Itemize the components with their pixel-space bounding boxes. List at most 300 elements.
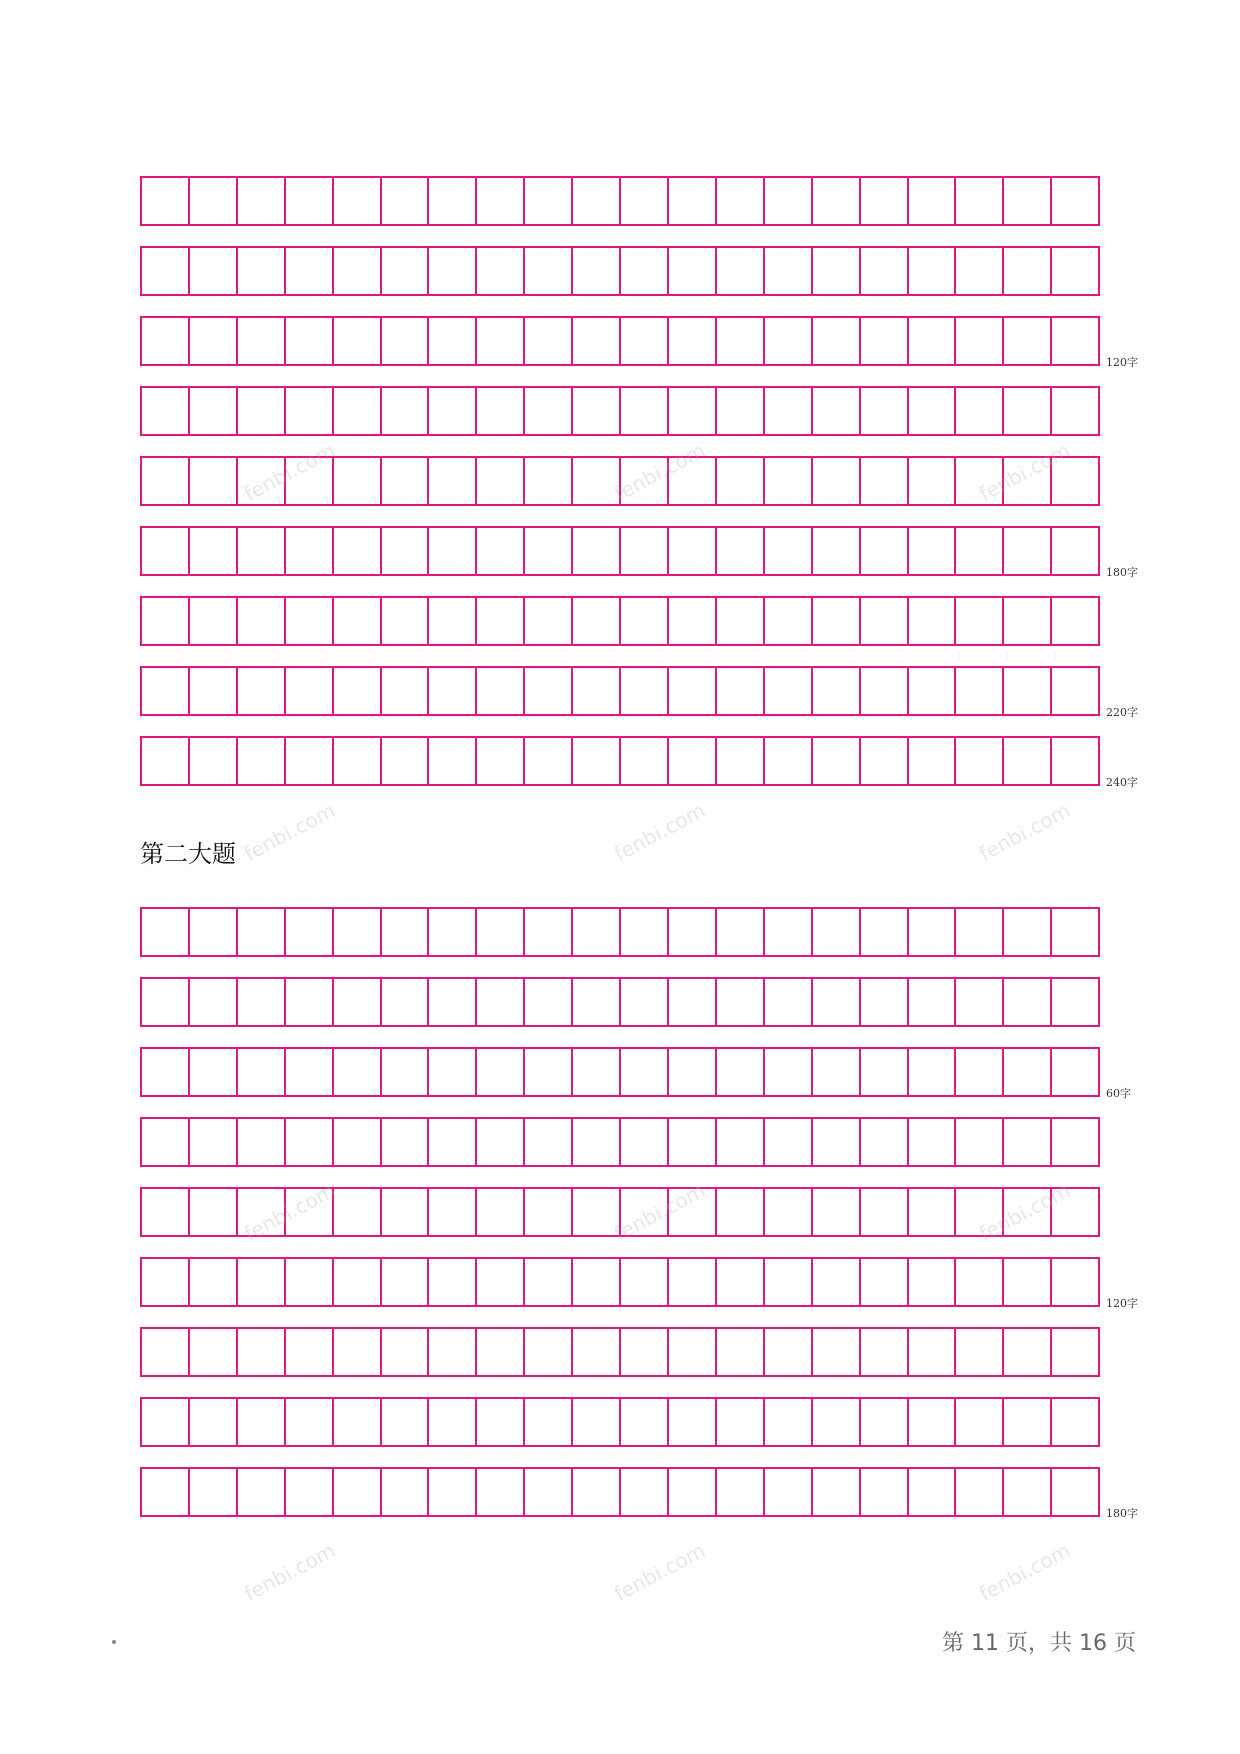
grid-cell[interactable] bbox=[238, 1119, 286, 1165]
grid-cell[interactable] bbox=[238, 1259, 286, 1305]
grid-cell[interactable] bbox=[190, 1119, 238, 1165]
grid-cell[interactable] bbox=[477, 979, 525, 1025]
grid-cell[interactable] bbox=[669, 1049, 717, 1095]
grid-cell[interactable] bbox=[142, 1259, 190, 1305]
grid-cell[interactable] bbox=[669, 668, 717, 714]
grid-cell[interactable] bbox=[525, 668, 573, 714]
grid-cell[interactable] bbox=[813, 178, 861, 224]
grid-cell[interactable] bbox=[286, 1399, 334, 1445]
grid-cell[interactable] bbox=[717, 458, 765, 504]
grid-cell[interactable] bbox=[477, 458, 525, 504]
grid-cell[interactable] bbox=[286, 598, 334, 644]
grid-cell[interactable] bbox=[334, 1469, 382, 1515]
grid-cell[interactable] bbox=[717, 1049, 765, 1095]
grid-cell[interactable] bbox=[621, 1259, 669, 1305]
grid-cell[interactable] bbox=[909, 248, 957, 294]
grid-cell[interactable] bbox=[1004, 1119, 1052, 1165]
grid-cell[interactable] bbox=[286, 1469, 334, 1515]
grid-cell[interactable] bbox=[573, 1329, 621, 1375]
grid-cell[interactable] bbox=[382, 598, 430, 644]
grid-cell[interactable] bbox=[909, 1119, 957, 1165]
grid-cell[interactable] bbox=[909, 738, 957, 784]
grid-cell[interactable] bbox=[477, 1469, 525, 1515]
grid-cell[interactable] bbox=[334, 318, 382, 364]
grid-cell[interactable] bbox=[1052, 1049, 1098, 1095]
grid-cell[interactable] bbox=[286, 388, 334, 434]
grid-cell[interactable] bbox=[621, 178, 669, 224]
grid-cell[interactable] bbox=[717, 668, 765, 714]
grid-cell[interactable] bbox=[717, 979, 765, 1025]
grid-cell[interactable] bbox=[909, 178, 957, 224]
grid-cell[interactable] bbox=[813, 1049, 861, 1095]
grid-cell[interactable] bbox=[477, 598, 525, 644]
grid-cell[interactable] bbox=[813, 388, 861, 434]
grid-cell[interactable] bbox=[1052, 738, 1098, 784]
grid-cell[interactable] bbox=[142, 528, 190, 574]
grid-cell[interactable] bbox=[429, 598, 477, 644]
grid-cell[interactable] bbox=[909, 598, 957, 644]
grid-cell[interactable] bbox=[813, 1329, 861, 1375]
grid-cell[interactable] bbox=[765, 528, 813, 574]
grid-cell[interactable] bbox=[142, 1399, 190, 1445]
grid-cell[interactable] bbox=[142, 388, 190, 434]
grid-cell[interactable] bbox=[190, 1469, 238, 1515]
grid-cell[interactable] bbox=[813, 979, 861, 1025]
grid-cell[interactable] bbox=[813, 1259, 861, 1305]
grid-cell[interactable] bbox=[334, 1259, 382, 1305]
grid-cell[interactable] bbox=[286, 178, 334, 224]
grid-cell[interactable] bbox=[382, 528, 430, 574]
grid-cell[interactable] bbox=[429, 1329, 477, 1375]
grid-cell[interactable] bbox=[238, 318, 286, 364]
grid-cell[interactable] bbox=[717, 1399, 765, 1445]
grid-cell[interactable] bbox=[382, 1469, 430, 1515]
grid-cell[interactable] bbox=[1004, 738, 1052, 784]
grid-cell[interactable] bbox=[813, 738, 861, 784]
grid-cell[interactable] bbox=[669, 1329, 717, 1375]
grid-cell[interactable] bbox=[1004, 979, 1052, 1025]
grid-cell[interactable] bbox=[429, 1259, 477, 1305]
grid-cell[interactable] bbox=[334, 668, 382, 714]
grid-cell[interactable] bbox=[861, 248, 909, 294]
grid-cell[interactable] bbox=[813, 1189, 861, 1235]
grid-cell[interactable] bbox=[190, 1329, 238, 1375]
grid-cell[interactable] bbox=[429, 458, 477, 504]
grid-cell[interactable] bbox=[956, 388, 1004, 434]
grid-cell[interactable] bbox=[956, 178, 1004, 224]
grid-cell[interactable] bbox=[1004, 1399, 1052, 1445]
grid-cell[interactable] bbox=[717, 178, 765, 224]
grid-cell[interactable] bbox=[190, 1399, 238, 1445]
grid-cell[interactable] bbox=[286, 909, 334, 955]
grid-cell[interactable] bbox=[525, 318, 573, 364]
grid-cell[interactable] bbox=[382, 738, 430, 784]
grid-cell[interactable] bbox=[382, 178, 430, 224]
grid-cell[interactable] bbox=[190, 1189, 238, 1235]
grid-cell[interactable] bbox=[382, 1399, 430, 1445]
grid-cell[interactable] bbox=[477, 528, 525, 574]
grid-cell[interactable] bbox=[573, 979, 621, 1025]
grid-cell[interactable] bbox=[190, 598, 238, 644]
grid-cell[interactable] bbox=[429, 248, 477, 294]
grid-cell[interactable] bbox=[477, 1189, 525, 1235]
grid-cell[interactable] bbox=[621, 1399, 669, 1445]
grid-cell[interactable] bbox=[621, 248, 669, 294]
grid-cell[interactable] bbox=[669, 528, 717, 574]
grid-cell[interactable] bbox=[429, 979, 477, 1025]
grid-cell[interactable] bbox=[956, 738, 1004, 784]
grid-cell[interactable] bbox=[190, 318, 238, 364]
grid-cell[interactable] bbox=[1052, 668, 1098, 714]
grid-cell[interactable] bbox=[238, 1329, 286, 1375]
grid-cell[interactable] bbox=[813, 598, 861, 644]
grid-cell[interactable] bbox=[813, 1119, 861, 1165]
grid-cell[interactable] bbox=[238, 1049, 286, 1095]
grid-cell[interactable] bbox=[956, 1259, 1004, 1305]
grid-cell[interactable] bbox=[861, 318, 909, 364]
grid-cell[interactable] bbox=[861, 1329, 909, 1375]
grid-cell[interactable] bbox=[621, 1329, 669, 1375]
grid-cell[interactable] bbox=[861, 458, 909, 504]
grid-cell[interactable] bbox=[1004, 668, 1052, 714]
grid-cell[interactable] bbox=[382, 248, 430, 294]
grid-cell[interactable] bbox=[573, 598, 621, 644]
grid-cell[interactable] bbox=[142, 979, 190, 1025]
grid-cell[interactable] bbox=[238, 528, 286, 574]
grid-cell[interactable] bbox=[813, 458, 861, 504]
grid-cell[interactable] bbox=[190, 458, 238, 504]
grid-cell[interactable] bbox=[573, 178, 621, 224]
grid-cell[interactable] bbox=[1004, 1329, 1052, 1375]
grid-cell[interactable] bbox=[621, 388, 669, 434]
grid-cell[interactable] bbox=[238, 979, 286, 1025]
grid-cell[interactable] bbox=[909, 1399, 957, 1445]
grid-cell[interactable] bbox=[238, 178, 286, 224]
grid-cell[interactable] bbox=[1052, 178, 1098, 224]
grid-cell[interactable] bbox=[429, 909, 477, 955]
grid-cell[interactable] bbox=[334, 979, 382, 1025]
grid-cell[interactable] bbox=[717, 318, 765, 364]
grid-cell[interactable] bbox=[909, 528, 957, 574]
grid-cell[interactable] bbox=[573, 1259, 621, 1305]
grid-cell[interactable] bbox=[525, 388, 573, 434]
grid-cell[interactable] bbox=[621, 598, 669, 644]
grid-cell[interactable] bbox=[238, 668, 286, 714]
grid-cell[interactable] bbox=[286, 1259, 334, 1305]
grid-cell[interactable] bbox=[1004, 248, 1052, 294]
grid-cell[interactable] bbox=[909, 1049, 957, 1095]
grid-cell[interactable] bbox=[861, 979, 909, 1025]
grid-cell[interactable] bbox=[382, 1189, 430, 1235]
grid-cell[interactable] bbox=[956, 318, 1004, 364]
grid-cell[interactable] bbox=[429, 1189, 477, 1235]
grid-cell[interactable] bbox=[334, 248, 382, 294]
grid-cell[interactable] bbox=[382, 318, 430, 364]
grid-cell[interactable] bbox=[525, 1119, 573, 1165]
grid-cell[interactable] bbox=[142, 1329, 190, 1375]
grid-cell[interactable] bbox=[573, 388, 621, 434]
grid-cell[interactable] bbox=[861, 528, 909, 574]
grid-cell[interactable] bbox=[382, 1119, 430, 1165]
grid-cell[interactable] bbox=[286, 1329, 334, 1375]
grid-cell[interactable] bbox=[669, 598, 717, 644]
grid-cell[interactable] bbox=[525, 1399, 573, 1445]
grid-cell[interactable] bbox=[190, 178, 238, 224]
grid-cell[interactable] bbox=[525, 738, 573, 784]
grid-cell[interactable] bbox=[334, 178, 382, 224]
grid-cell[interactable] bbox=[717, 598, 765, 644]
grid-cell[interactable] bbox=[861, 1399, 909, 1445]
grid-cell[interactable] bbox=[382, 458, 430, 504]
grid-cell[interactable] bbox=[429, 1469, 477, 1515]
grid-cell[interactable] bbox=[334, 598, 382, 644]
grid-cell[interactable] bbox=[477, 909, 525, 955]
grid-cell[interactable] bbox=[1052, 1329, 1098, 1375]
grid-cell[interactable] bbox=[573, 248, 621, 294]
grid-cell[interactable] bbox=[1004, 388, 1052, 434]
grid-cell[interactable] bbox=[286, 248, 334, 294]
grid-cell[interactable] bbox=[334, 528, 382, 574]
grid-cell[interactable] bbox=[1052, 1399, 1098, 1445]
grid-cell[interactable] bbox=[909, 909, 957, 955]
grid-cell[interactable] bbox=[1052, 528, 1098, 574]
grid-cell[interactable] bbox=[525, 178, 573, 224]
grid-cell[interactable] bbox=[142, 668, 190, 714]
grid-cell[interactable] bbox=[621, 1469, 669, 1515]
grid-cell[interactable] bbox=[717, 388, 765, 434]
grid-cell[interactable] bbox=[238, 388, 286, 434]
grid-cell[interactable] bbox=[765, 909, 813, 955]
grid-cell[interactable] bbox=[142, 318, 190, 364]
grid-cell[interactable] bbox=[190, 909, 238, 955]
grid-cell[interactable] bbox=[334, 1189, 382, 1235]
grid-cell[interactable] bbox=[573, 738, 621, 784]
grid-cell[interactable] bbox=[382, 388, 430, 434]
grid-cell[interactable] bbox=[621, 738, 669, 784]
grid-cell[interactable] bbox=[382, 1259, 430, 1305]
grid-cell[interactable] bbox=[765, 1049, 813, 1095]
grid-cell[interactable] bbox=[956, 1329, 1004, 1375]
grid-cell[interactable] bbox=[190, 738, 238, 784]
grid-cell[interactable] bbox=[717, 1189, 765, 1235]
grid-cell[interactable] bbox=[861, 1469, 909, 1515]
grid-cell[interactable] bbox=[861, 738, 909, 784]
grid-cell[interactable] bbox=[573, 318, 621, 364]
grid-cell[interactable] bbox=[190, 528, 238, 574]
grid-cell[interactable] bbox=[573, 528, 621, 574]
grid-cell[interactable] bbox=[861, 668, 909, 714]
grid-cell[interactable] bbox=[525, 458, 573, 504]
grid-cell[interactable] bbox=[429, 738, 477, 784]
grid-cell[interactable] bbox=[142, 178, 190, 224]
grid-cell[interactable] bbox=[909, 1189, 957, 1235]
grid-cell[interactable] bbox=[765, 668, 813, 714]
grid-cell[interactable] bbox=[142, 1049, 190, 1095]
grid-cell[interactable] bbox=[621, 979, 669, 1025]
grid-cell[interactable] bbox=[765, 1399, 813, 1445]
grid-cell[interactable] bbox=[813, 1399, 861, 1445]
grid-cell[interactable] bbox=[669, 1469, 717, 1515]
grid-cell[interactable] bbox=[956, 1399, 1004, 1445]
grid-cell[interactable] bbox=[1052, 979, 1098, 1025]
grid-cell[interactable] bbox=[717, 909, 765, 955]
grid-cell[interactable] bbox=[1052, 598, 1098, 644]
grid-cell[interactable] bbox=[861, 598, 909, 644]
grid-cell[interactable] bbox=[765, 979, 813, 1025]
grid-cell[interactable] bbox=[956, 1119, 1004, 1165]
grid-cell[interactable] bbox=[669, 178, 717, 224]
grid-cell[interactable] bbox=[861, 1049, 909, 1095]
grid-cell[interactable] bbox=[669, 979, 717, 1025]
grid-cell[interactable] bbox=[238, 1399, 286, 1445]
grid-cell[interactable] bbox=[238, 248, 286, 294]
grid-cell[interactable] bbox=[190, 979, 238, 1025]
grid-cell[interactable] bbox=[765, 318, 813, 364]
grid-cell[interactable] bbox=[669, 1399, 717, 1445]
grid-cell[interactable] bbox=[956, 909, 1004, 955]
grid-cell[interactable] bbox=[429, 388, 477, 434]
grid-cell[interactable] bbox=[525, 1189, 573, 1235]
grid-cell[interactable] bbox=[765, 1259, 813, 1305]
grid-cell[interactable] bbox=[142, 598, 190, 644]
grid-cell[interactable] bbox=[573, 1399, 621, 1445]
grid-cell[interactable] bbox=[861, 1259, 909, 1305]
grid-cell[interactable] bbox=[765, 248, 813, 294]
grid-cell[interactable] bbox=[477, 178, 525, 224]
grid-cell[interactable] bbox=[429, 318, 477, 364]
grid-cell[interactable] bbox=[238, 1469, 286, 1515]
grid-cell[interactable] bbox=[142, 1469, 190, 1515]
grid-cell[interactable] bbox=[190, 248, 238, 294]
grid-cell[interactable] bbox=[477, 388, 525, 434]
grid-cell[interactable] bbox=[861, 1189, 909, 1235]
grid-cell[interactable] bbox=[1052, 909, 1098, 955]
grid-cell[interactable] bbox=[1004, 1049, 1052, 1095]
grid-cell[interactable] bbox=[956, 1469, 1004, 1515]
grid-cell[interactable] bbox=[717, 1119, 765, 1165]
grid-cell[interactable] bbox=[429, 668, 477, 714]
grid-cell[interactable] bbox=[382, 909, 430, 955]
grid-cell[interactable] bbox=[956, 668, 1004, 714]
grid-cell[interactable] bbox=[717, 1259, 765, 1305]
grid-cell[interactable] bbox=[334, 1119, 382, 1165]
grid-cell[interactable] bbox=[1004, 178, 1052, 224]
grid-cell[interactable] bbox=[861, 388, 909, 434]
grid-cell[interactable] bbox=[813, 528, 861, 574]
grid-cell[interactable] bbox=[765, 1119, 813, 1165]
grid-cell[interactable] bbox=[525, 1469, 573, 1515]
grid-cell[interactable] bbox=[525, 1329, 573, 1375]
grid-cell[interactable] bbox=[142, 738, 190, 784]
grid-cell[interactable] bbox=[765, 178, 813, 224]
grid-cell[interactable] bbox=[190, 1049, 238, 1095]
grid-cell[interactable] bbox=[477, 248, 525, 294]
grid-cell[interactable] bbox=[142, 458, 190, 504]
grid-cell[interactable] bbox=[573, 458, 621, 504]
grid-cell[interactable] bbox=[429, 1119, 477, 1165]
grid-cell[interactable] bbox=[621, 1119, 669, 1165]
grid-cell[interactable] bbox=[286, 528, 334, 574]
grid-cell[interactable] bbox=[813, 909, 861, 955]
grid-cell[interactable] bbox=[909, 318, 957, 364]
grid-cell[interactable] bbox=[238, 598, 286, 644]
grid-cell[interactable] bbox=[382, 1049, 430, 1095]
grid-cell[interactable] bbox=[1052, 1119, 1098, 1165]
grid-cell[interactable] bbox=[813, 248, 861, 294]
grid-cell[interactable] bbox=[525, 598, 573, 644]
grid-cell[interactable] bbox=[286, 1049, 334, 1095]
grid-cell[interactable] bbox=[621, 909, 669, 955]
grid-cell[interactable] bbox=[717, 1469, 765, 1515]
grid-cell[interactable] bbox=[813, 668, 861, 714]
grid-cell[interactable] bbox=[429, 528, 477, 574]
grid-cell[interactable] bbox=[813, 1469, 861, 1515]
grid-cell[interactable] bbox=[1052, 318, 1098, 364]
grid-cell[interactable] bbox=[909, 1329, 957, 1375]
grid-cell[interactable] bbox=[525, 1259, 573, 1305]
grid-cell[interactable] bbox=[765, 458, 813, 504]
grid-cell[interactable] bbox=[142, 909, 190, 955]
grid-cell[interactable] bbox=[669, 909, 717, 955]
grid-cell[interactable] bbox=[142, 1119, 190, 1165]
grid-cell[interactable] bbox=[190, 388, 238, 434]
grid-cell[interactable] bbox=[909, 458, 957, 504]
grid-cell[interactable] bbox=[765, 738, 813, 784]
grid-cell[interactable] bbox=[477, 318, 525, 364]
grid-cell[interactable] bbox=[717, 528, 765, 574]
grid-cell[interactable] bbox=[1004, 1469, 1052, 1515]
grid-cell[interactable] bbox=[477, 1399, 525, 1445]
grid-cell[interactable] bbox=[669, 738, 717, 784]
grid-cell[interactable] bbox=[861, 178, 909, 224]
grid-cell[interactable] bbox=[813, 318, 861, 364]
grid-cell[interactable] bbox=[477, 738, 525, 784]
grid-cell[interactable] bbox=[669, 318, 717, 364]
grid-cell[interactable] bbox=[909, 1469, 957, 1515]
grid-cell[interactable] bbox=[717, 1329, 765, 1375]
grid-cell[interactable] bbox=[286, 668, 334, 714]
grid-cell[interactable] bbox=[286, 979, 334, 1025]
grid-cell[interactable] bbox=[142, 1189, 190, 1235]
grid-cell[interactable] bbox=[573, 668, 621, 714]
grid-cell[interactable] bbox=[909, 668, 957, 714]
grid-cell[interactable] bbox=[573, 1119, 621, 1165]
grid-cell[interactable] bbox=[765, 1329, 813, 1375]
grid-cell[interactable] bbox=[1004, 1259, 1052, 1305]
grid-cell[interactable] bbox=[956, 598, 1004, 644]
grid-cell[interactable] bbox=[861, 1119, 909, 1165]
grid-cell[interactable] bbox=[573, 909, 621, 955]
grid-cell[interactable] bbox=[525, 909, 573, 955]
grid-cell[interactable] bbox=[525, 1049, 573, 1095]
grid-cell[interactable] bbox=[382, 668, 430, 714]
grid-cell[interactable] bbox=[621, 318, 669, 364]
grid-cell[interactable] bbox=[717, 738, 765, 784]
grid-cell[interactable] bbox=[956, 248, 1004, 294]
grid-cell[interactable] bbox=[909, 979, 957, 1025]
grid-cell[interactable] bbox=[573, 1049, 621, 1095]
grid-cell[interactable] bbox=[334, 1329, 382, 1375]
grid-cell[interactable] bbox=[334, 909, 382, 955]
grid-cell[interactable] bbox=[429, 178, 477, 224]
grid-cell[interactable] bbox=[190, 1259, 238, 1305]
grid-cell[interactable] bbox=[621, 528, 669, 574]
grid-cell[interactable] bbox=[238, 738, 286, 784]
grid-cell[interactable] bbox=[477, 1329, 525, 1375]
grid-cell[interactable] bbox=[1004, 528, 1052, 574]
grid-cell[interactable] bbox=[669, 1119, 717, 1165]
grid-cell[interactable] bbox=[956, 979, 1004, 1025]
